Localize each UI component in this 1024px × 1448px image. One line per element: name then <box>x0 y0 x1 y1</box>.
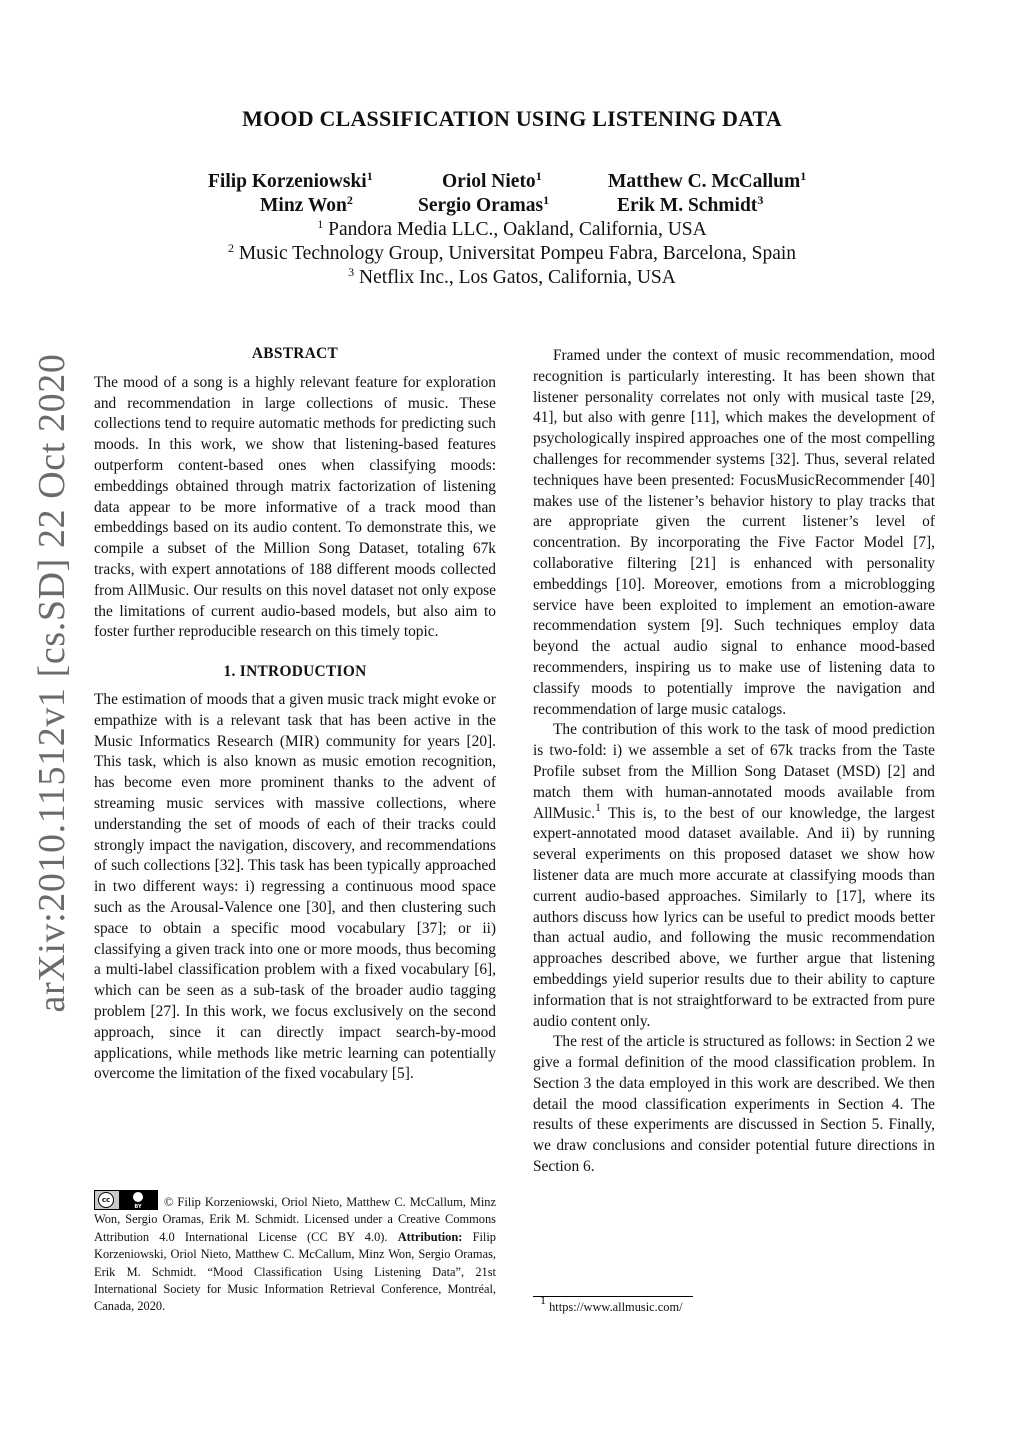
footnote-divider <box>533 1296 693 1297</box>
attribution-text: Filip Korzeniowski, Oriol Nieto, Matthew C. McCallum, Minz Won, Sergio Oramas, Erik M. Schmidt. “Mood Classification Using Listening Data”, 21st International Society for Music Information Retrieval Conference, Montréal, Canada, 2020. <box>94 1229 496 1314</box>
author-name: Filip Korzeniowski$^1$ <box>208 169 373 192</box>
author-block <box>0 170 1024 290</box>
affiliation: $^1$ Pandora Media LLC., Oakland, California, USA <box>317 217 707 240</box>
paper-title: MOOD CLASSIFICATION USING LISTENING DATA <box>242 106 782 131</box>
footnote-url: https://www.allmusic.com/ <box>549 1300 683 1314</box>
intro-paragraph-1: The estimation of moods that a given music track might evoke or empathize with is a relevant task that has been active in the Music Informatics Research (MIR) community for years [20]. This task, which is also known as music emotion recognition, has become even more prominent thanks to the advent of streaming music services with massive collections, where understanding the set of moods of each of their tracks could strongly impact the navigation, discovery, and recommendations of such collections [32]. This task has been typically approached in two different ways: i) regressing a continuous mood space such as the Arousal-Valence one [30], and then clustering such space to obtain a specific mood vocabulary [37]; or ii) classifying a given track into one or more moods, thus becoming a multi-label classification problem with a fixed vocabulary [6], which can be seen as a sub-task of the broader audio tagging problem [27]. In this work, we focus exclusively on the second approach, since it can directly impact search-by-mood applications, while methods like metric learning can potentially overcome the limitation of the fixed vocabulary [5]. <box>94 690 496 1083</box>
license-copyright: © Filip Korzeniowski, Oriol Nieto, Matthew C. McCallum, Minz Won, Sergio Oramas, Erik M. Schmidt. Licensed under a Creative Commons Attribution 4.0 International License (CC BY 4.0). <box>94 1195 496 1244</box>
abstract-text: The mood of a song is a highly relevant feature for exploration and recommendation in large collections of music. These collections tend to require automatic methods for predicting such moods. In this work, we show that listening-based features outperform content-based ones when classifying moods: embeddings obtained through matrix factorization of listening data appear to be more informative of a track mood than embeddings based on its audio content. To demonstrate this, we compile a subset of the Million Song Dataset, totaling 67k tracks, with expert annotations of 188 different moods collected from AllMusic. Our results on this novel dataset not only expose the limitations of current audio-based models, but also aim to foster further reproducible research on this timely topic. <box>94 373 496 641</box>
abstract-heading: ABSTRACT <box>251 345 339 362</box>
cc-by-license-icon: cc BY <box>94 1190 158 1210</box>
attribution-label: Attribution: <box>397 1229 463 1244</box>
intro-paragraph-3: The contribution of this work to the task of mood prediction is two-fold: i) we assemble a set of 67k tracks from the Taste Profile subset from the Million Song Dataset (MSD) [2] and match them with human-annotated moods available from AllMusic.$^1$ This is, to the best of our knowledge, the largest expert-annotated mood dataset available. And ii) by running several experiments on this proposed dataset we show how listener data are much more accurate at classifying moods than current audio-based approaches. Similarly to [17], where its authors discuss how lyrics can be useful to predict moods better than actual audio, and following the music recommendation approaches described above, we further argue that listening embeddings yield superior results due to their ability to capture information that is not straightforward to be extracted from pure audio content only. <box>533 721 935 1030</box>
right-column <box>533 346 935 1178</box>
author-name: Minz Won$^2$ <box>260 193 353 216</box>
affiliation: $^3$ Netflix Inc., Los Gatos, California, USA <box>348 265 676 288</box>
author-row-2 <box>0 194 1024 218</box>
footnote-mark: 1 <box>595 799 601 814</box>
author-row-1 <box>0 170 1024 194</box>
intro-paragraph-2: Framed under the context of music recommendation, mood recognition is particularly interesting. It has been shown that listener personality correlates not only with musical taste [29, 41], but also with genre [11], which makes the development of psychologically inspired approaches one of the most compelling challenges for recommender systems [32]. Thus, several related techniques have been presented: FocusMusicRecommender [40] makes use of the listener’s behavior history to play tracks that are appropriate given the current listener’s level of concentration. By incorporating the Five Factor Model [7], collaborative filtering [21] is enhanced with personality embeddings [10]. Moreover, emotions from a microblogging service have been exploited to implement an emotion-aware recommendation system [9]. Such techniques employ data beyond the actual audio signal to enhance mood-based recommenders, inspiring us to make use of listening data to classify moods to potentially improve the navigation and recommendation of large music catalogs. <box>533 347 935 718</box>
introduction-heading: 1. INTRODUCTION <box>223 663 367 681</box>
author-name: Erik M. Schmidt$^3$ <box>617 193 764 216</box>
author-name: Oriol Nieto$^1$ <box>442 169 542 192</box>
author-name: Sergio Oramas$^1$ <box>418 193 550 216</box>
left-column <box>94 344 496 1085</box>
footnote: $^1$ https://www.allmusic.com/ <box>540 1293 683 1314</box>
intro-paragraph-4: The rest of the article is structured as follows: in Section 2 we give a formal definition of the mood classification problem. In Section 3 the data employed in this work are described. We then detail the mood classification experiments in Section 4. The results of these experiments are discussed in Section 5. Finally, we draw conclusions and consider potential future directions in Section 6. <box>533 1033 935 1176</box>
license-footnote <box>94 1190 496 1316</box>
author-name: Matthew C. McCallum$^1$ <box>608 169 807 192</box>
arxiv-stamp: arXiv:2010.11512v1 [cs.SD] 22 Oct 2020 <box>31 353 73 1013</box>
affiliation: $^2$ Music Technology Group, Universitat Pompeu Fabra, Barcelona, Spain <box>227 241 797 264</box>
